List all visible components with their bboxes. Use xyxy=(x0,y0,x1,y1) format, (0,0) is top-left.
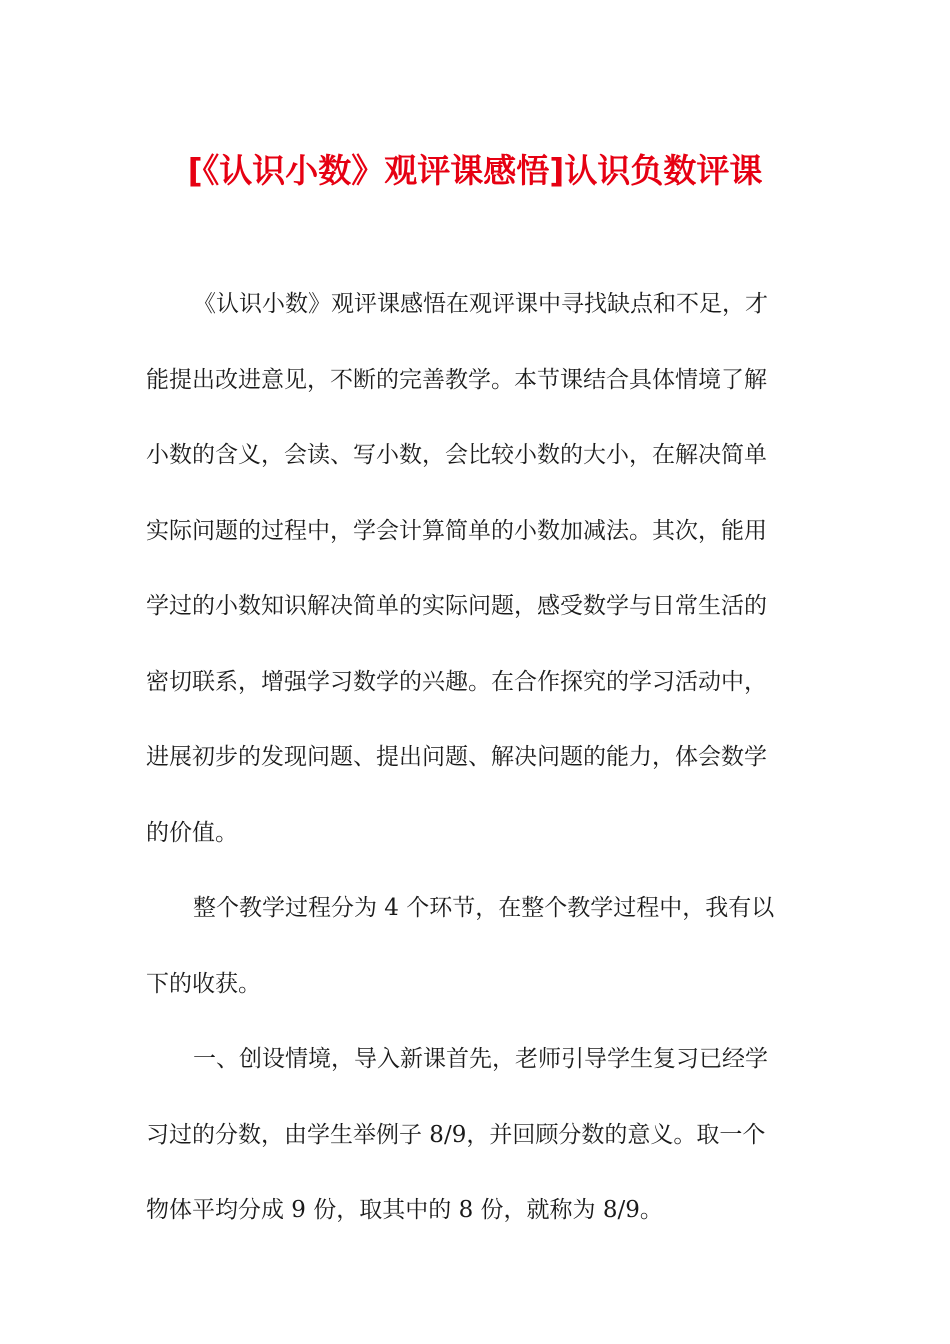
paragraph-line: 《认识小数》观评课感悟在观评课中寻找缺点和不足，才 xyxy=(193,291,768,317)
paragraph-line: 物体平均分成 9 份，取其中的 8 份，就称为 8/9。 xyxy=(146,1197,663,1223)
document-body xyxy=(146,284,796,1266)
paragraph-2 xyxy=(146,888,796,1039)
paragraph-line: 进展初步的发现问题、提出问题、解决问题的能力，体会数学 xyxy=(146,744,767,770)
paragraph-3 xyxy=(146,1039,796,1266)
paragraph-line: 实际问题的过程中，学会计算简单的小数加减法。其次，能用 xyxy=(146,517,767,544)
paragraph-line: 整个教学过程分为 4 个环节，在整个教学过程中，我有以 xyxy=(193,895,775,921)
paragraph-line: 密切联系，增强学习数学的兴趣。在合作探究的学习活动中， xyxy=(146,668,767,695)
paragraph-line: 小数的含义，会读、写小数，会比较小数的大小，在解决简单 xyxy=(146,442,767,468)
paragraph-line: 习过的分数，由学生举例子 8/9，并回顾分数的意义。取一个 xyxy=(146,1121,766,1148)
paragraph-line: 能提出改进意见，不断的完善教学。本节课结合具体情境了解 xyxy=(146,366,767,393)
paragraph-line: 一、创设情境，导入新课首先，老师引导学生复习已经学 xyxy=(193,1046,768,1072)
paragraph-line: 下的收获。 xyxy=(146,970,261,997)
paragraph-line: 学过的小数知识解决简单的实际问题，感受数学与日常生活的 xyxy=(146,593,767,619)
document-title: [《认识小数》观评课感悟]认识负数评课 xyxy=(187,151,763,190)
paragraph-line: 的价值。 xyxy=(146,819,238,846)
paragraph-1 xyxy=(146,284,796,888)
